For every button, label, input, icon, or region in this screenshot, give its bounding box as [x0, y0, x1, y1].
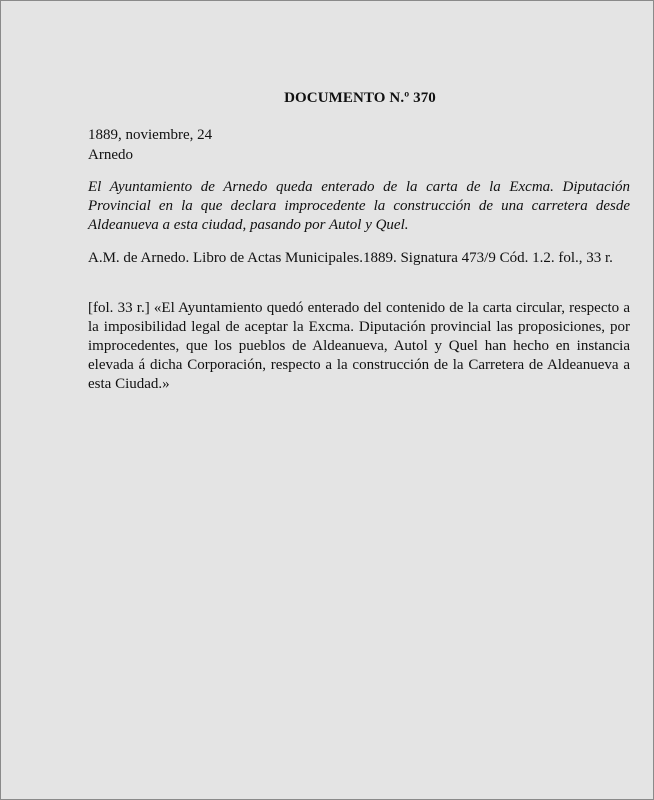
document-body: [fol. 33 r.] «El Ayuntamiento quedó enterado del contenido de la carta circular, respecto a la imposibilidad legal de aceptar la Excma. Diputación provincial las proposiciones, por improcedentes, que los pueblos de Aldeanueva, Autol y Quel han hecho en instancia elevada á dicha Corporación, respecto a la construcción de la Carretera de Aldeanueva a esta Ciudad.»	[88, 300, 630, 392]
document-title: DOCUMENTO N.º 370	[284, 90, 436, 106]
document-summary: El Ayuntamiento de Arnedo queda enterado de la carta de la Excma. Diputación Provincial en la que declara improcedente la construcción de una carretera desde Aldeanueva a esta ciudad, pasando por Autol y Quel.	[88, 179, 630, 233]
document-place: Arnedo	[88, 147, 133, 163]
document-date: 1889, noviembre, 24	[88, 127, 213, 143]
document-meta	[88, 125, 212, 165]
document-source: A.M. de Arnedo. Libro de Actas Municipales.1889. Signatura 473/9 Cód. 1.2. fol., 33 r.	[88, 250, 613, 266]
